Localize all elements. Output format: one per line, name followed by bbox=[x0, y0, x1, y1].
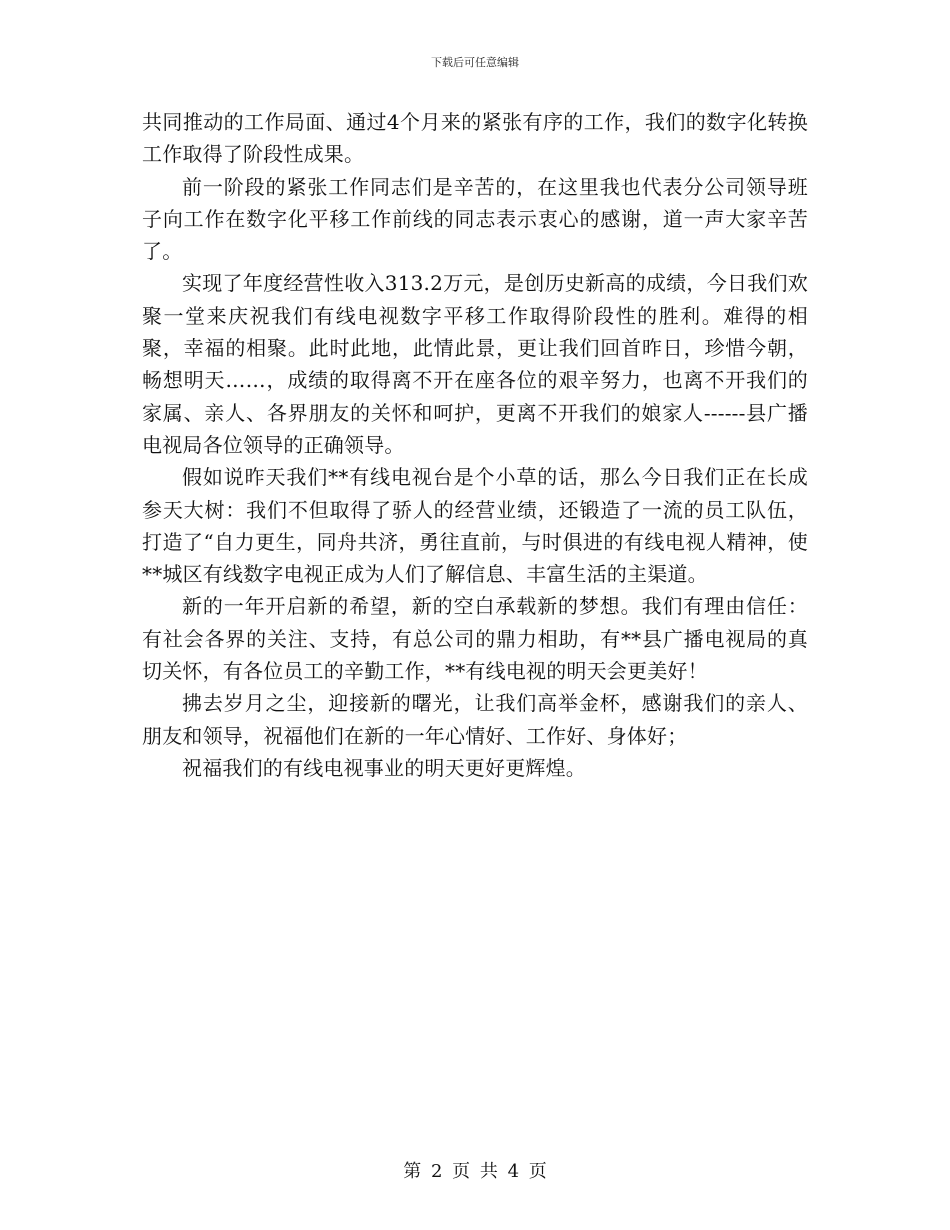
paragraph-growth: 假如说昨天我们**有线电视台是个小草的话，那么今日我们正在长成参天大树：我们不但取得了骄人的经营业绩，还锻造了一流的员工队伍，打造了“自力更生，同舟共济，勇往直前，与时俱进的有线电视人精神，使**城区有线数字电视正成为人们了解信息、丰富生活的主渠道。 bbox=[142, 465, 808, 587]
paragraph-achievements: 实现了年度经营性收入313.2万元，是创历史新高的成绩，今日我们欢聚一堂来庆祝我们有线电视数字平移工作取得阶段性的胜利。难得的相聚，幸福的相聚。此时此地，此情此景，更让我们回首昨日，珍惜今朝，畅想明天……，成绩的取得离不开在座各位的艰辛努力，也离不开我们的家属、亲人、各界朋友的关怀和呵护，更离不开我们的娘家人------县广播电视局各位领导的正确领导。 bbox=[142, 271, 808, 457]
paragraph-new-year: 新的一年开启新的希望，新的空白承载新的梦想。我们有理由信任：有社会各界的关注、支持，有总公司的鼎力相助，有**县广播电视局的真切关怀，有各位员工的辛勤工作，**有线电视的明天会更美好！ bbox=[142, 594, 808, 684]
paragraph-thanks: 前一阶段的紧张工作同志们是辛苦的，在这里我也代表分公司领导班子向工作在数字化平移工作前线的同志表示衷心的感谢，道一声大家辛苦了。 bbox=[142, 174, 808, 264]
page-header: 下载后可任意编辑 bbox=[431, 56, 519, 69]
page-number-footer: 第 2 页 共 4 页 bbox=[403, 1161, 547, 1182]
document-body bbox=[142, 106, 808, 784]
paragraph-toast: 拂去岁月之尘，迎接新的曙光，让我们高举金杯，感谢我们的亲人、朋友和领导，祝福他们在新的一年心情好、工作好、身体好； bbox=[142, 691, 808, 748]
paragraph-blessing: 祝福我们的有线电视事业的明天更好更辉煌。 bbox=[182, 755, 586, 780]
paragraph-continuation: 共同推动的工作局面、通过4个月来的紧张有序的工作，我们的数字化转换工作取得了阶段性成果。 bbox=[142, 110, 808, 167]
